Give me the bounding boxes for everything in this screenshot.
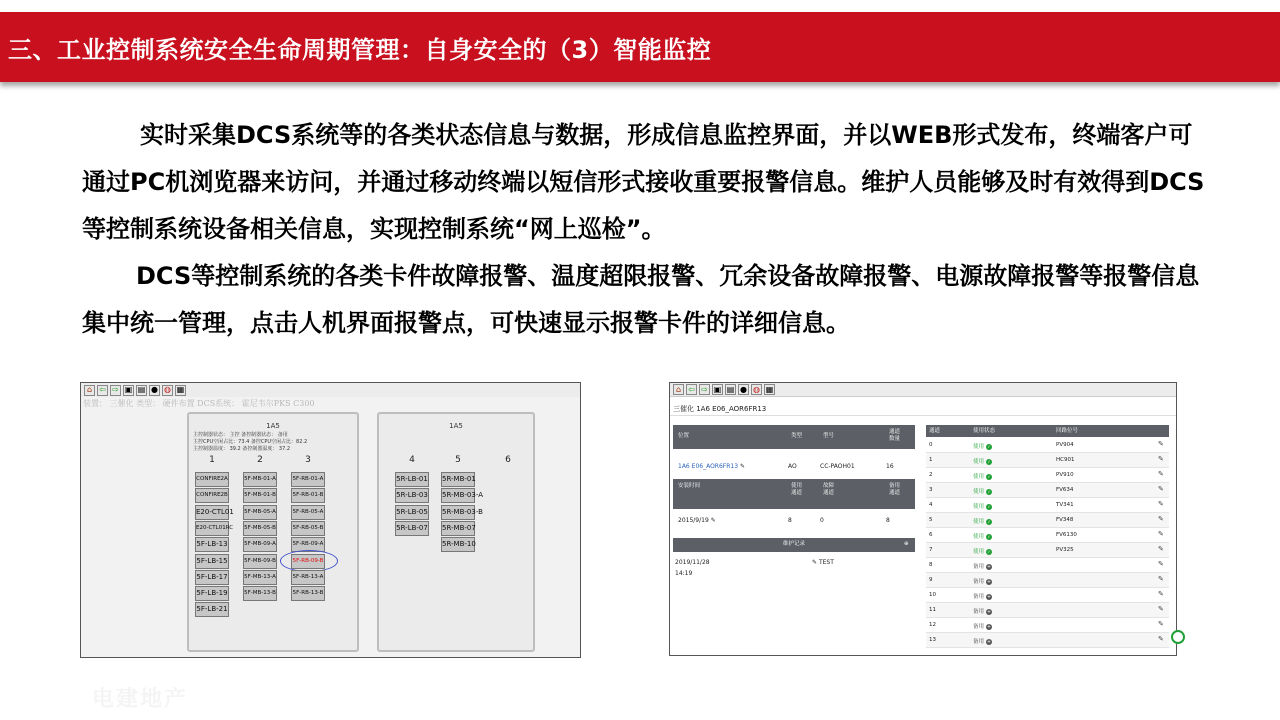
io-card[interactable]: E20-CTL01 xyxy=(195,505,229,520)
install-date[interactable]: 2015/9/19 ✎ xyxy=(678,517,716,524)
channel-row[interactable] xyxy=(926,558,1169,573)
settings-icon[interactable]: ● xyxy=(738,384,749,395)
channel-status: 使用 ✓ xyxy=(973,473,991,480)
edit-icon[interactable]: ✎ xyxy=(1158,470,1164,478)
io-card[interactable]: 5F-LB-19 xyxy=(195,586,229,601)
channel-row[interactable] xyxy=(926,498,1169,513)
edit-icon[interactable]: ✎ xyxy=(1158,590,1164,598)
edit-icon[interactable]: ✎ xyxy=(1158,455,1164,463)
edit-icon[interactable]: ✎ xyxy=(1158,485,1164,493)
channel-row[interactable] xyxy=(926,633,1169,648)
channel-row[interactable] xyxy=(926,438,1169,453)
io-card[interactable]: 5F-RB-13-A xyxy=(291,570,325,585)
channel-number: 7 xyxy=(929,547,933,553)
channel-number: 1 xyxy=(929,457,933,463)
channel-number: 13 xyxy=(929,637,936,643)
edit-icon[interactable]: ✎ xyxy=(1158,620,1164,628)
hardware-layout-screenshot xyxy=(80,382,581,658)
print-icon[interactable]: ▤ xyxy=(726,384,735,394)
check-icon: ✓ xyxy=(987,548,991,554)
channel-row[interactable] xyxy=(926,483,1169,498)
channel-status: 备用 + xyxy=(973,578,992,585)
fault-channels: 0 xyxy=(820,517,824,524)
cabinet-label: 1A5 xyxy=(449,422,463,430)
channel-status: 使用 ✓ xyxy=(973,533,991,540)
io-card[interactable]: E20-CTL01RC xyxy=(195,521,229,536)
used-channels: 8 xyxy=(788,517,792,524)
maintenance-time: 14:19 xyxy=(675,570,693,577)
header-channel: 通道 xyxy=(929,428,941,434)
channel-number: 12 xyxy=(929,622,936,628)
check-icon: ✓ xyxy=(987,533,991,539)
check-icon: ✓ xyxy=(987,503,991,509)
channel-number: 0 xyxy=(929,442,933,448)
channel-status: 备用 + xyxy=(973,593,992,600)
channel-row[interactable] xyxy=(926,573,1169,588)
io-card[interactable]: 5F-RB-13-B xyxy=(291,586,325,601)
channel-row[interactable] xyxy=(926,528,1169,543)
edit-icon[interactable]: ✎ xyxy=(1158,500,1164,508)
channel-status: 使用 ✓ xyxy=(973,548,991,555)
channel-number: 9 xyxy=(929,577,933,583)
alarm-icon[interactable]: ◍ xyxy=(162,385,173,396)
clapper-icon[interactable]: ▦ xyxy=(176,385,185,394)
channel-row[interactable] xyxy=(926,468,1169,483)
plus-icon: + xyxy=(986,578,992,585)
io-card[interactable]: 5F-MB-09-A xyxy=(243,537,277,552)
column-number: 2 xyxy=(257,455,263,465)
check-icon: ✓ xyxy=(987,488,991,494)
check-icon: ✓ xyxy=(987,518,991,524)
column-number: 1 xyxy=(209,455,215,465)
alarm-highlight-ring xyxy=(280,550,338,572)
refresh-icon[interactable]: ▣ xyxy=(713,384,722,394)
io-card[interactable]: 5F-LB-13 xyxy=(195,537,229,552)
card-model: CC-PAOH01 xyxy=(820,463,855,470)
edit-icon[interactable]: ✎ xyxy=(710,517,716,524)
io-card[interactable]: 5F-RB-05-A xyxy=(291,505,325,520)
body-text xyxy=(82,112,1212,347)
loop-tag: PV325 xyxy=(1056,547,1074,553)
io-card[interactable]: 5R-LB-07 xyxy=(395,521,429,536)
header-type: 类型 xyxy=(791,433,803,439)
paragraph-2: DCS等控制系统的各类卡件故障报警、温度超限报警、冗余设备故障报警、电源故障报警等报警信息集中统一管理，点击人机界面报警点，可快速显示报警卡件的详细信息。 xyxy=(82,262,1200,337)
io-card[interactable]: 5R-MB-03-B xyxy=(441,505,475,520)
cabinet-label: 1A5 xyxy=(266,422,280,430)
header-model: 型号 xyxy=(823,433,835,439)
card-type: AO xyxy=(788,463,797,470)
print-icon[interactable]: ▤ xyxy=(137,385,146,394)
io-card[interactable]: 5F-LB-17 xyxy=(195,570,229,585)
io-card[interactable]: 5F-RB-09-A xyxy=(291,537,325,552)
plus-icon: + xyxy=(986,623,992,630)
card-location[interactable]: 1A6 E06_AOR6FR13 ✎ xyxy=(678,463,745,470)
card-info-header xyxy=(673,425,915,449)
check-icon: ✓ xyxy=(987,458,991,464)
toolbar xyxy=(81,383,580,397)
clapper-icon[interactable]: ▦ xyxy=(765,384,774,394)
breadcrumb: 三催化 1A6 E06_AOR6FR13 xyxy=(673,405,767,413)
spare-channels: 8 xyxy=(886,517,890,524)
loop-tag: HC901 xyxy=(1056,457,1075,463)
channel-number: 8 xyxy=(929,562,933,568)
channel-number: 11 xyxy=(929,607,936,613)
back-arrow-icon[interactable]: ⇦ xyxy=(97,385,108,396)
status-line: 主控制器状态： 主控 备控制器状态： 备用 xyxy=(193,432,288,438)
slide-title: 三、工业控制系统安全生命周期管理：自身安全的（3）智能监控 xyxy=(8,36,712,64)
home-icon[interactable]: ⌂ xyxy=(673,384,684,395)
channel-number: 6 xyxy=(929,532,933,538)
io-card[interactable]: 5F-MB-13-B xyxy=(243,586,277,601)
device-info-line: 装置： 三催化 类型： 硬件布置 DCS系统： 霍尼韦尔PKS C300 xyxy=(83,399,315,408)
header-channel-count: 通道数量 xyxy=(889,429,901,442)
header-spare-channels: 备用通道 xyxy=(889,483,901,496)
io-card[interactable]: 5F-MB-13-A xyxy=(243,570,277,585)
status-line: 主控制器温度： 39.2 备控制器温度： 37.2 xyxy=(193,446,291,452)
io-card[interactable]: 5F-MB-01-A xyxy=(243,472,277,487)
channel-row[interactable] xyxy=(926,453,1169,468)
maintenance-date: 2019/11/28 xyxy=(675,559,710,566)
card-channel-count: 16 xyxy=(886,463,894,470)
edit-icon[interactable]: ✎ xyxy=(1158,575,1164,583)
forward-arrow-icon[interactable]: ⇨ xyxy=(699,384,710,395)
edit-icon[interactable]: ✎ xyxy=(1158,440,1164,448)
back-arrow-icon[interactable]: ⇦ xyxy=(686,384,697,395)
slide-title-bar xyxy=(0,12,1280,82)
channel-number: 5 xyxy=(929,517,933,523)
io-card[interactable]: 5F-RB-01-A xyxy=(291,472,325,487)
column-number: 5 xyxy=(455,455,461,465)
header-used-channels: 使用通道 xyxy=(791,483,803,496)
channel-row[interactable] xyxy=(926,588,1169,603)
edit-icon[interactable]: ✎ xyxy=(1158,605,1164,613)
io-card[interactable]: 5R-LB-05 xyxy=(395,505,429,520)
alarm-card[interactable]: 5F-RB-09-B xyxy=(291,554,325,569)
maintenance-title: 维护记录 xyxy=(782,541,805,547)
channel-number: 10 xyxy=(929,592,936,598)
column-number: 6 xyxy=(505,455,511,465)
io-card[interactable]: 5R-MB-10 xyxy=(441,537,475,552)
add-record-icon[interactable]: ⊕ xyxy=(904,541,909,547)
loop-tag: PV910 xyxy=(1056,472,1074,478)
channel-status: 备用 + xyxy=(973,638,992,645)
io-card[interactable]: CONFIRE2B xyxy=(195,488,229,503)
channel-status: 备用 + xyxy=(973,608,992,615)
alarm-icon[interactable]: ◍ xyxy=(751,384,762,395)
io-card[interactable]: 5R-MB-03-A xyxy=(441,488,475,503)
header-loop-tag: 回路位号 xyxy=(1056,428,1079,434)
channel-number: 2 xyxy=(929,472,933,478)
settings-icon[interactable]: ● xyxy=(149,385,160,396)
check-icon: ✓ xyxy=(987,473,991,479)
channel-status: 使用 ✓ xyxy=(973,458,991,465)
install-header xyxy=(673,479,915,509)
header-location: 位置 xyxy=(678,433,690,439)
channel-status: 使用 ✓ xyxy=(973,518,991,525)
channel-status: 使用 ✓ xyxy=(973,443,991,450)
channel-status: 使用 ✓ xyxy=(973,488,991,495)
refresh-icon[interactable]: ▣ xyxy=(124,385,133,394)
channel-number: 4 xyxy=(929,502,933,508)
edit-icon[interactable]: ✎ xyxy=(1158,530,1164,538)
loop-tag: FV6130 xyxy=(1056,532,1077,538)
channel-table-header xyxy=(926,425,1169,437)
watermark: 电建地产 xyxy=(92,687,189,712)
header-status: 使用状态 xyxy=(973,428,996,434)
edit-icon[interactable]: ✎ xyxy=(739,463,745,470)
forward-arrow-icon[interactable]: ⇨ xyxy=(110,385,121,396)
plus-icon: + xyxy=(986,608,992,615)
channel-status: 备用 + xyxy=(973,563,992,570)
edit-icon[interactable]: ✎ xyxy=(1158,560,1164,568)
column-number: 3 xyxy=(305,455,311,465)
io-card[interactable]: CONFIRE2A xyxy=(195,472,229,487)
io-card[interactable]: 5F-RB-01-B xyxy=(291,488,325,503)
channel-status: 备用 + xyxy=(973,623,992,630)
io-card[interactable]: 5R-MB-01 xyxy=(441,472,475,487)
edit-icon[interactable]: ✎ xyxy=(1158,545,1164,553)
maintenance-header xyxy=(673,538,915,552)
header-fault-channels: 故障通道 xyxy=(823,483,835,496)
paragraph-1: 实时采集DCS系统等的各类状态信息与数据，形成信息监控界面，并以WEB形式发布，终端客户可通过PC机浏览器来访问，并通过移动终端以短信形式接收重要报警信息。维护人员能够及时有效得到DCS等控制系统设备相关信息，实现控制系统“网上巡检”。 xyxy=(82,121,1205,243)
channel-row[interactable] xyxy=(926,513,1169,528)
cabinet-left xyxy=(187,412,359,652)
column-number: 4 xyxy=(409,455,415,465)
header-install-date: 安装时间 xyxy=(678,483,701,489)
scroll-indicator[interactable] xyxy=(1171,630,1185,644)
edit-icon[interactable]: ✎ xyxy=(1158,635,1164,643)
channel-status: 使用 ✓ xyxy=(973,503,991,510)
controller-status xyxy=(193,432,307,453)
channel-row[interactable] xyxy=(926,618,1169,633)
io-card[interactable]: 5R-LB-03 xyxy=(395,488,429,503)
loop-tag: FV634 xyxy=(1056,487,1074,493)
maintenance-entry[interactable]: ✎ TEST xyxy=(812,559,834,566)
plus-icon: + xyxy=(986,593,992,600)
check-icon: ✓ xyxy=(987,443,991,449)
plus-icon: + xyxy=(986,563,992,570)
status-line: 主控CPU空闲占比：73.4 备控CPU空闲占比：82.2 xyxy=(193,439,308,445)
cabinet-right xyxy=(377,412,535,652)
home-icon[interactable]: ⌂ xyxy=(84,385,95,396)
toolbar xyxy=(670,383,1176,397)
loop-tag: PV904 xyxy=(1056,442,1074,448)
channel-row[interactable] xyxy=(926,603,1169,618)
edit-icon[interactable]: ✎ xyxy=(1158,515,1164,523)
io-card[interactable]: 5F-MB-05-A xyxy=(243,505,277,520)
io-card[interactable]: 5F-MB-05-B xyxy=(243,521,277,536)
divider xyxy=(670,415,1176,416)
plus-icon: + xyxy=(986,638,992,645)
io-card[interactable]: 5F-MB-01-B xyxy=(243,488,277,503)
io-card[interactable]: 5R-MB-07 xyxy=(441,521,475,536)
channel-number: 3 xyxy=(929,487,933,493)
io-card[interactable]: 5F-MB-09-B xyxy=(243,554,277,569)
io-card[interactable]: 5F-LB-21 xyxy=(195,602,229,617)
channel-row[interactable] xyxy=(926,543,1169,558)
card-detail-screenshot xyxy=(669,382,1177,656)
edit-icon[interactable]: ✎ xyxy=(812,559,818,566)
loop-tag: FV348 xyxy=(1056,517,1074,523)
io-card[interactable]: 5R-LB-01 xyxy=(395,472,429,487)
loop-tag: TV341 xyxy=(1056,502,1074,508)
io-card[interactable]: 5F-LB-15 xyxy=(195,554,229,569)
io-card[interactable]: 5F-RB-05-B xyxy=(291,521,325,536)
